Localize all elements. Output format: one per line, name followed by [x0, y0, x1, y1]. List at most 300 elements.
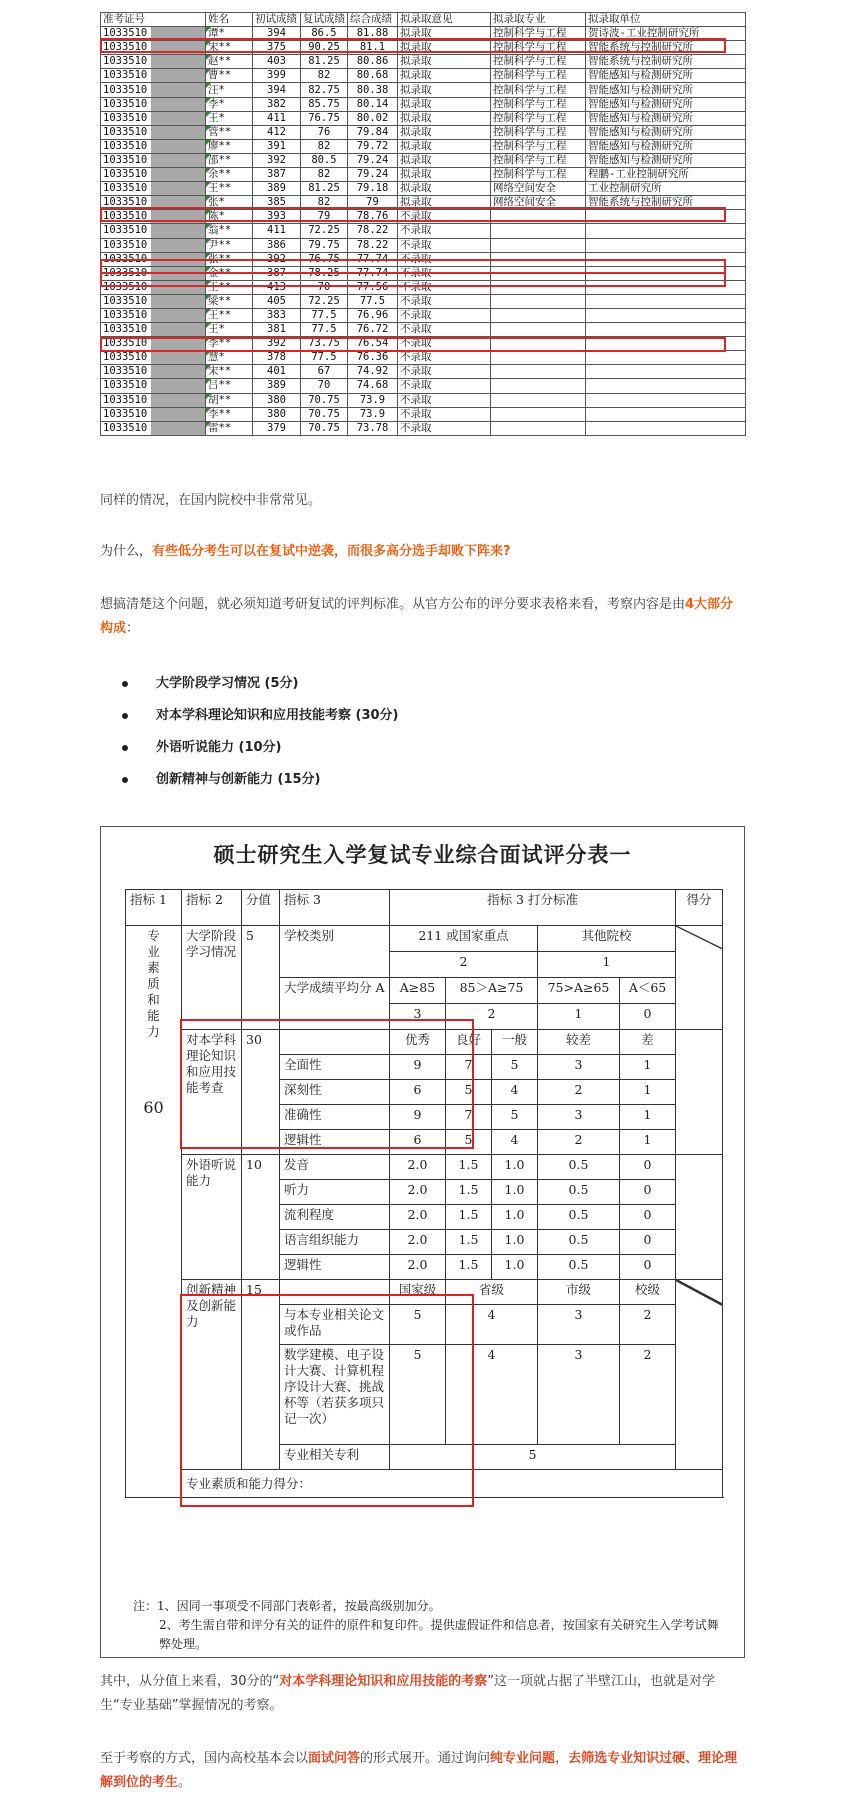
cell-major — [491, 252, 586, 266]
candidate-id: 1033510 — [101, 168, 151, 182]
candidate-id: 1033510 — [101, 41, 151, 55]
value-cell: 5 — [492, 1105, 538, 1130]
redacted-cell — [151, 252, 206, 266]
paragraph-common — [100, 489, 745, 513]
cell-unit: 智能系统与控制研究所 — [586, 196, 746, 210]
candidate-name: 张* — [206, 196, 253, 210]
cell-opinion: 拟录取 — [398, 83, 491, 97]
value-cell: 4 — [446, 1305, 538, 1345]
cell-opinion: 不录取 — [398, 379, 491, 393]
cell-major — [491, 323, 586, 337]
value-cell: 5 — [492, 1055, 538, 1080]
table-row — [101, 393, 746, 407]
header-cell: 拟录取意见 — [398, 13, 491, 27]
emphasis-text: 有些低分考生可以在复试中逆袭，而很多高分选手却败下阵来? — [152, 544, 511, 559]
cell-opinion: 不录取 — [398, 210, 491, 224]
criterion-label: 发音 — [280, 1155, 390, 1180]
cell-retest: 70.75 — [301, 393, 348, 407]
gpa-range: 85＞A≥75 — [446, 978, 538, 1004]
candidate-name: 王* — [206, 111, 253, 125]
cell-unit: 智能感知与检测研究所 — [586, 125, 746, 139]
cell-opinion: 不录取 — [398, 365, 491, 379]
cell-total: 79.72 — [348, 139, 398, 153]
cell-opinion: 不录取 — [398, 351, 491, 365]
value-cell: 1.0 — [492, 1205, 538, 1230]
value-cell: 2 — [538, 1130, 620, 1155]
candidate-name: 赵** — [206, 55, 253, 69]
cell-init: 405 — [253, 294, 301, 308]
cell-opinion: 拟录取 — [398, 196, 491, 210]
redacted-cell — [151, 83, 206, 97]
cell-retest: 90.25 — [301, 41, 348, 55]
note-line: 注：1、因同一事项受不同部门表彰者，按最高级别加分。 — [133, 1599, 441, 1613]
candidate-name: 邵** — [206, 153, 253, 167]
value-cell: 7 — [446, 1055, 492, 1080]
grade-label: 优秀 — [390, 1030, 446, 1055]
redacted-cell — [151, 266, 206, 280]
cell-retest: 85.75 — [301, 97, 348, 111]
candidate-name: 曹** — [206, 69, 253, 83]
cell-unit — [586, 323, 746, 337]
cell-unit — [586, 351, 746, 365]
value-cell: 4 — [492, 1130, 538, 1155]
cell-init: 399 — [253, 69, 301, 83]
cell-unit — [586, 337, 746, 351]
gpa-label: 大学成绩平均分 A — [280, 978, 390, 1030]
header-cell: 拟录取单位 — [586, 13, 746, 27]
header-cell: 分值 — [242, 890, 280, 926]
table-row — [101, 337, 746, 351]
table-row — [101, 379, 746, 393]
cell-total: 81.88 — [348, 27, 398, 41]
header-cell: 指标 1 — [126, 890, 182, 926]
paragraph-text: 想搞清楚这个问题，就必须知道考研复试的评判标准。从官方公布的评分要求表格来看，考察内容是由 — [100, 597, 686, 612]
paragraph-text: 其中，从分值上来看，30分的“ — [100, 1674, 280, 1689]
value-cell: 3 — [390, 1004, 446, 1030]
cell-init: 401 — [253, 365, 301, 379]
redacted-cell — [151, 308, 206, 322]
table-row — [101, 407, 746, 421]
cell-retest: 77.5 — [301, 323, 348, 337]
paragraph-question — [100, 540, 745, 564]
value-cell: 5 — [446, 1130, 492, 1155]
cell-retest: 67 — [301, 365, 348, 379]
criterion-label: 准确性 — [280, 1105, 390, 1130]
criteria-list — [100, 668, 745, 796]
list-item: 对本学科理论知识和应用技能考察 (30分) — [100, 700, 745, 732]
value-cell: 5 — [446, 1080, 492, 1105]
value-cell: 0 — [620, 1205, 676, 1230]
candidate-id: 1033510 — [101, 111, 151, 125]
candidate-id: 1033510 — [101, 83, 151, 97]
cell-opinion: 拟录取 — [398, 27, 491, 41]
table-row — [101, 111, 746, 125]
cell-retest: 79.75 — [301, 238, 348, 252]
cell-retest: 77.5 — [301, 351, 348, 365]
cell-opinion: 拟录取 — [398, 168, 491, 182]
cell-opinion: 拟录取 — [398, 111, 491, 125]
redacted-cell — [151, 182, 206, 196]
criterion-label: 逻辑性 — [280, 1130, 390, 1155]
cell-major — [491, 351, 586, 365]
grade-label: 良好 — [446, 1030, 492, 1055]
value-cell: 4 — [492, 1080, 538, 1105]
cell-init: 385 — [253, 196, 301, 210]
score-cell — [676, 1280, 723, 1470]
value-cell: 0.5 — [538, 1155, 620, 1180]
level-label: 市级 — [538, 1280, 620, 1305]
candidate-id: 1033510 — [101, 27, 151, 41]
cell-unit: 贺诗波-工业控制研究所 — [586, 27, 746, 41]
candidate-name: 余** — [206, 168, 253, 182]
cell-opinion: 拟录取 — [398, 139, 491, 153]
gpa-range: 75>A≥65 — [538, 978, 620, 1004]
table-row — [101, 351, 746, 365]
cell-opinion: 拟录取 — [398, 69, 491, 83]
candidate-name: 梁** — [206, 294, 253, 308]
redacted-cell — [151, 421, 206, 435]
cell-init: 411 — [253, 111, 301, 125]
paragraph-weight — [100, 1670, 745, 1718]
cell-total: 77.74 — [348, 266, 398, 280]
value-cell: 0 — [620, 1155, 676, 1180]
redacted-cell — [151, 153, 206, 167]
cell-init: 392 — [253, 153, 301, 167]
criterion-label: 专业相关专利 — [280, 1445, 390, 1470]
cell-init: 383 — [253, 308, 301, 322]
cell-init: 380 — [253, 393, 301, 407]
candidate-id: 1033510 — [101, 308, 151, 322]
cell-init: 381 — [253, 323, 301, 337]
table-header-row — [101, 13, 746, 27]
cell-init: 403 — [253, 55, 301, 69]
cell-total: 77.74 — [348, 252, 398, 266]
cell-unit: 智能感知与检测研究所 — [586, 97, 746, 111]
value-cell: 4 — [446, 1345, 538, 1445]
table-row — [101, 168, 746, 182]
value-cell: 2.0 — [390, 1180, 446, 1205]
redacted-cell — [151, 196, 206, 210]
cell-init: 392 — [253, 252, 301, 266]
cell-unit: 程鹏-工业控制研究所 — [586, 168, 746, 182]
candidate-name: 管** — [206, 125, 253, 139]
cell-total: 77.5 — [348, 294, 398, 308]
redacted-cell — [151, 97, 206, 111]
study-label: 大学阶段学习情况 — [182, 926, 242, 1030]
cell-retest: 80.5 — [301, 153, 348, 167]
candidate-name: 慧* — [206, 351, 253, 365]
cell-init: 394 — [253, 27, 301, 41]
cell-retest: 82.75 — [301, 83, 348, 97]
scoring-table — [125, 889, 723, 1498]
cell-unit: 智能感知与检测研究所 — [586, 153, 746, 167]
value-cell: 6 — [390, 1130, 446, 1155]
cell-major: 控制科学与工程 — [491, 168, 586, 182]
candidate-id: 1033510 — [101, 266, 151, 280]
candidate-name: 陈* — [206, 210, 253, 224]
cell-init: 389 — [253, 182, 301, 196]
cell-retest: 82 — [301, 196, 348, 210]
header-cell: 指标 3 打分标准 — [390, 890, 676, 926]
paragraph-text: 。 — [178, 1775, 192, 1790]
value-cell: 9 — [390, 1055, 446, 1080]
admission-table — [100, 12, 746, 436]
cell-opinion: 不录取 — [398, 266, 491, 280]
redacted-cell — [151, 337, 206, 351]
emphasis-text: 面试问答 — [308, 1751, 361, 1766]
paragraph-text: 至于考察的方式，国内高校基本会以 — [100, 1751, 309, 1766]
cell-total: 80.02 — [348, 111, 398, 125]
cell-opinion: 不录取 — [398, 407, 491, 421]
cell-init: 389 — [253, 379, 301, 393]
header-cell: 复试成绩 — [301, 13, 348, 27]
header-cell: 准考证号 — [101, 13, 206, 27]
candidate-name: 李* — [206, 97, 253, 111]
cell-init: 394 — [253, 83, 301, 97]
cell-total: 77.56 — [348, 280, 398, 294]
value-cell: 0.5 — [538, 1255, 620, 1280]
cell-retest: 77.5 — [301, 308, 348, 322]
school-type-label: 学校类别 — [280, 926, 390, 978]
candidate-name: 金** — [206, 266, 253, 280]
cell-unit: 智能感知与检测研究所 — [586, 69, 746, 83]
cell-unit — [586, 224, 746, 238]
candidate-name: 王** — [206, 280, 253, 294]
candidate-id: 1033510 — [101, 55, 151, 69]
cell-major: 控制科学与工程 — [491, 41, 586, 55]
cell-major: 控制科学与工程 — [491, 69, 586, 83]
redacted-cell — [151, 224, 206, 238]
redacted-cell — [151, 365, 206, 379]
cell-total: 73.9 — [348, 393, 398, 407]
header-cell: 指标 3 — [280, 890, 390, 926]
table-row — [101, 97, 746, 111]
emphasis-text: 去筛选专业知识过硬、理论理解到位的考生 — [100, 1751, 738, 1790]
cell-major: 控制科学与工程 — [491, 55, 586, 69]
value-cell: 2.0 — [390, 1155, 446, 1180]
cell-unit — [586, 252, 746, 266]
header-cell: 综合成绩 — [348, 13, 398, 27]
table-row — [101, 153, 746, 167]
criterion-label: 流利程度 — [280, 1205, 390, 1230]
cell-unit — [586, 210, 746, 224]
candidate-id: 1033510 — [101, 252, 151, 266]
value-cell: 1.5 — [446, 1155, 492, 1180]
cell-total: 78.22 — [348, 224, 398, 238]
list-item: 大学阶段学习情况 (5分) — [100, 668, 745, 700]
value-cell: 1 — [620, 1055, 676, 1080]
cell-unit — [586, 308, 746, 322]
cell-unit — [586, 238, 746, 252]
cell-total: 74.92 — [348, 365, 398, 379]
redacted-cell — [151, 125, 206, 139]
cell-init: 393 — [253, 210, 301, 224]
cell-unit: 智能感知与检测研究所 — [586, 111, 746, 125]
cell-retest: 81.25 — [301, 182, 348, 196]
redacted-cell — [151, 55, 206, 69]
score-cell — [676, 926, 723, 1030]
candidate-id: 1033510 — [101, 224, 151, 238]
cell-total: 73.78 — [348, 421, 398, 435]
table-row — [101, 55, 746, 69]
admission-result-table — [100, 12, 745, 436]
value-cell: 1.0 — [492, 1180, 538, 1205]
innovation-label: 创新精神及创新能力 — [182, 1280, 242, 1470]
cell-retest: 79 — [301, 210, 348, 224]
cell-init: 375 — [253, 41, 301, 55]
table-row — [101, 238, 746, 252]
language-points: 10 — [242, 1155, 280, 1280]
table-row — [101, 280, 746, 294]
table-row — [101, 224, 746, 238]
innovation-points: 15 — [242, 1280, 280, 1470]
candidate-id: 1033510 — [101, 379, 151, 393]
cell-init: 386 — [253, 238, 301, 252]
table-row — [101, 125, 746, 139]
value-cell: 1 — [620, 1080, 676, 1105]
redacted-cell — [151, 294, 206, 308]
scoring-form-image — [100, 826, 745, 1658]
cell-major — [491, 210, 586, 224]
cell-init: 391 — [253, 139, 301, 153]
paragraph-text: 同样的情况，在国内院校中非常常见。 — [100, 493, 322, 508]
theory-label: 对本学科理论知识和应用技能考查 — [182, 1030, 242, 1155]
empty-cell — [280, 1280, 390, 1305]
cell-major — [491, 266, 586, 280]
cell-major — [491, 280, 586, 294]
cell-retest: 72.25 — [301, 294, 348, 308]
table-row — [101, 41, 746, 55]
cell-total: 79.24 — [348, 168, 398, 182]
paragraph-text: 的形式展开。通过询问 — [360, 1751, 491, 1766]
form-notes — [133, 1597, 723, 1654]
table-row — [101, 210, 746, 224]
cell-major: 控制科学与工程 — [491, 139, 586, 153]
cell-major — [491, 308, 586, 322]
header-cell: 拟录取专业 — [491, 13, 586, 27]
paragraph-text: ， — [555, 1751, 569, 1766]
value-cell: 3 — [538, 1305, 620, 1345]
cell-total: 80.38 — [348, 83, 398, 97]
value-cell: 2.0 — [390, 1255, 446, 1280]
candidate-name: 王** — [206, 182, 253, 196]
cell-major — [491, 421, 586, 435]
candidate-id: 1033510 — [101, 125, 151, 139]
cell-opinion: 拟录取 — [398, 97, 491, 111]
cell-unit: 智能感知与检测研究所 — [586, 83, 746, 97]
header-cell: 指标 2 — [182, 890, 242, 926]
table-row — [101, 139, 746, 153]
value-cell: 5 — [390, 1305, 446, 1345]
redacted-cell — [151, 351, 206, 365]
cell-opinion: 拟录取 — [398, 41, 491, 55]
candidate-name: 尹** — [206, 238, 253, 252]
candidate-name: 吕** — [206, 379, 253, 393]
level-label: 省级 — [446, 1280, 538, 1305]
cell-retest: 72.25 — [301, 224, 348, 238]
cell-unit — [586, 393, 746, 407]
redacted-cell — [151, 41, 206, 55]
candidate-id: 1033510 — [101, 97, 151, 111]
criterion-label: 逻辑性 — [280, 1255, 390, 1280]
table-row — [101, 308, 746, 322]
cell-unit: 智能感知与检测研究所 — [586, 139, 746, 153]
cell-init: 379 — [253, 421, 301, 435]
cell-init: 412 — [253, 125, 301, 139]
cell-opinion: 不录取 — [398, 421, 491, 435]
criterion-label: 与本专业相关论文或作品 — [280, 1305, 390, 1345]
value-cell: 2 — [390, 952, 538, 978]
candidate-id: 1033510 — [101, 365, 151, 379]
cell-retest: 76.75 — [301, 252, 348, 266]
cell-major: 控制科学与工程 — [491, 111, 586, 125]
candidate-name: 廖** — [206, 139, 253, 153]
cell-total: 78.76 — [348, 210, 398, 224]
cell-opinion: 不录取 — [398, 308, 491, 322]
candidate-name: 王* — [206, 323, 253, 337]
score-cell — [676, 1155, 723, 1280]
cell-total: 76.36 — [348, 351, 398, 365]
table-row — [101, 83, 746, 97]
cell-init: 387 — [253, 168, 301, 182]
value-cell: 5 — [390, 1445, 676, 1470]
cell-major: 控制科学与工程 — [491, 27, 586, 41]
criterion-label: 全面性 — [280, 1055, 390, 1080]
cell-opinion: 不录取 — [398, 337, 491, 351]
redacted-cell — [151, 379, 206, 393]
header-cell: 初试成绩 — [253, 13, 301, 27]
grade-label: 差 — [620, 1030, 676, 1055]
value-cell: 1.0 — [492, 1155, 538, 1180]
emphasis-text: 4大部分构成 — [100, 597, 734, 636]
value-cell: 0 — [620, 1255, 676, 1280]
value-cell: 2.0 — [390, 1230, 446, 1255]
value-cell: 1 — [538, 952, 676, 978]
cell-retest: 70 — [301, 280, 348, 294]
cell-opinion: 不录取 — [398, 323, 491, 337]
value-cell: 1.0 — [492, 1230, 538, 1255]
value-cell: 1.5 — [446, 1180, 492, 1205]
total-score-label: 专业素质和能力得分： — [182, 1470, 723, 1498]
redacted-cell — [151, 238, 206, 252]
cell-init: 392 — [253, 337, 301, 351]
cell-major — [491, 407, 586, 421]
cell-init: 378 — [253, 351, 301, 365]
candidate-id: 1033510 — [101, 421, 151, 435]
table-row — [101, 323, 746, 337]
cell-total: 80.68 — [348, 69, 398, 83]
value-cell: 0 — [620, 1180, 676, 1205]
redacted-cell — [151, 407, 206, 421]
cell-retest: 82 — [301, 69, 348, 83]
cell-total: 74.68 — [348, 379, 398, 393]
cell-unit — [586, 294, 746, 308]
cell-unit: 智能系统与控制研究所 — [586, 41, 746, 55]
cell-retest: 70.75 — [301, 421, 348, 435]
cell-total: 73.9 — [348, 407, 398, 421]
cell-major — [491, 379, 586, 393]
cell-total: 76.72 — [348, 323, 398, 337]
form-title: 硕士研究生入学复试专业综合面试评分表一 — [213, 842, 632, 867]
value-cell: 1.5 — [446, 1205, 492, 1230]
candidate-id: 1033510 — [101, 294, 151, 308]
header-cell: 姓名 — [206, 13, 253, 27]
list-item: 外语听说能力 (10分) — [100, 732, 745, 764]
value-cell: 2 — [620, 1345, 676, 1445]
redacted-cell — [151, 139, 206, 153]
main-category-points: 60 — [143, 1098, 164, 1117]
gpa-range: A＜65 — [620, 978, 676, 1004]
